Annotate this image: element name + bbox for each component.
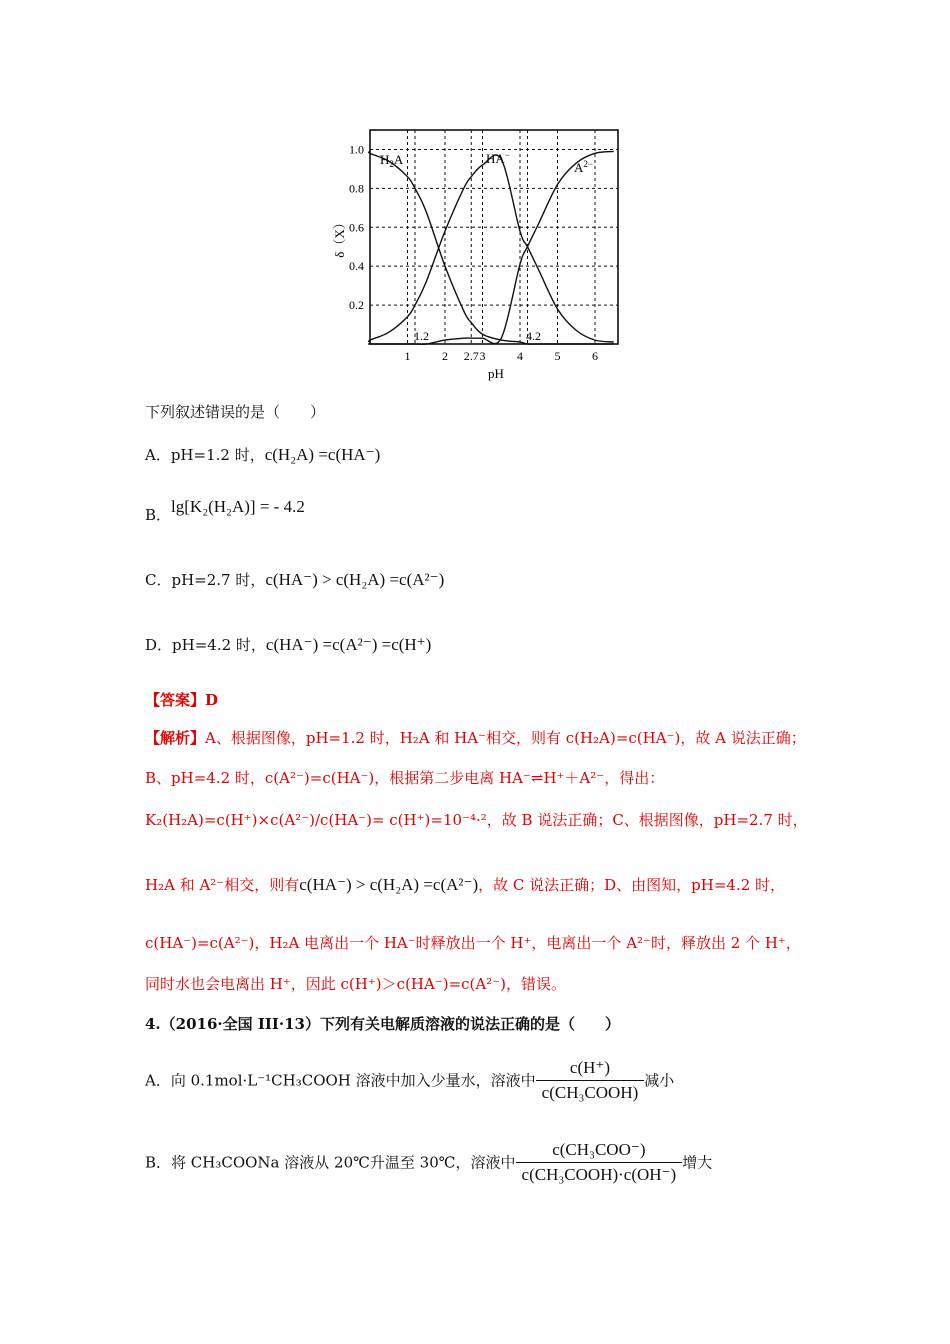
option-d <box>145 635 431 655</box>
q4-option-b-denominator: c(CH₃COOH)·c(OH⁻) <box>521 1165 677 1184</box>
analysis-formula-4: c(HA⁻) > c(H₂A) =c(A²⁻) <box>299 875 479 894</box>
curves <box>369 149 614 344</box>
analysis-text-4b: ，故 C 说法正确；D、由图知，pH=4.2 时， <box>478 876 786 894</box>
answer-value: D <box>205 691 219 709</box>
analysis-line-2: B、pH=4.2 时，c(A²⁻)=c(HA⁻)，根据第二步电离 HA⁻⇌H⁺＋A²⁻，得出： <box>145 769 665 787</box>
q4-option-a-prefix: A．向 0.1mol·L⁻¹CH₃COOH 溶液中加入少量水，溶液中 <box>145 1071 536 1090</box>
curve-a <box>369 151 614 344</box>
q4-option-a-denominator: c(CH₃COOH) <box>541 1083 639 1102</box>
x-tick-label: 4 <box>517 349 523 363</box>
option-d-formula: c(HA⁻) =c(A²⁻) =c(H⁺) <box>265 635 432 654</box>
analysis-line-1 <box>145 728 806 748</box>
q4-option-b-numerator: c(CH₃COO⁻) <box>516 1140 683 1163</box>
q4-option-a-fraction <box>536 1058 645 1103</box>
curve-label-a2: $A^{2-}$ <box>574 159 593 175</box>
analysis-line-5: c(HA⁻)=c(A²⁻)，H₂A 电离出一个 HA⁻时释放出一个 H⁺，电离出一个 A²⁻时，释放出 2 个 H⁺， <box>145 934 801 952</box>
answer-line <box>145 690 218 710</box>
y-ticks <box>349 142 364 312</box>
curve-ha <box>369 155 614 344</box>
q4-option-a-numerator: c(H⁺) <box>536 1058 645 1081</box>
y-axis-label: δ（X） <box>332 216 347 258</box>
option-a-formula: c(H₂A) =c(HA⁻) <box>264 445 381 464</box>
option-a-prefix: A．pH=1.2 时， <box>145 446 265 464</box>
x-ticks <box>405 349 599 363</box>
option-c <box>145 570 444 590</box>
y-tick-label: 0.2 <box>349 298 364 313</box>
question-4-title: 4.（2016·全国 III·13）下列有关电解质溶液的说法正确的是（ ） <box>145 1015 621 1033</box>
x-axis-label: pH <box>488 366 504 381</box>
x-tick-label: 2.7 <box>463 349 479 363</box>
mark-1-2: 1.2 <box>414 329 429 343</box>
option-b <box>145 497 305 525</box>
q4-option-b-suffix: 增大 <box>682 1153 713 1172</box>
x-tick-label: 1 <box>404 349 411 363</box>
analysis-label: 【解析】 <box>145 729 206 747</box>
option-c-prefix: C．pH=2.7 时， <box>145 571 266 589</box>
question-prompt: 下列叙述错误的是（ ） <box>145 403 326 421</box>
q4-option-b <box>145 1140 712 1185</box>
mark-4-2: 4.2 <box>526 329 541 343</box>
q4-option-b-prefix: B．将 CH₃COONa 溶液从 20℃升温至 30℃，溶液中 <box>145 1153 516 1172</box>
option-b-formula: lg[K₂(H₂A)] = - 4.2 <box>171 497 305 516</box>
option-a <box>145 445 380 465</box>
analysis-text-4a: H₂A 和 A²⁻相交，则有 <box>145 876 300 894</box>
analysis-line-3: K₂(H₂A)=c(H⁺)×c(A²⁻)/c(HA⁻)= c(H⁺)=10⁻⁴·²，故 B 说法正确；C、根据图像，pH=2.7 时， <box>145 811 808 829</box>
option-d-prefix: D．pH=4.2 时， <box>145 636 266 654</box>
curve-h2a <box>369 149 614 344</box>
option-b-prefix: B． <box>145 506 172 524</box>
q4-option-a <box>145 1058 674 1103</box>
y-tick-label: 0.4 <box>349 259 364 274</box>
answer-label: 【答案】 <box>145 691 206 709</box>
option-c-formula: c(HA⁻) > c(H₂A) =c(A²⁻) <box>265 570 445 589</box>
y-tick-label: 0.6 <box>349 220 364 235</box>
analysis-text-1: A、根据图像，pH=1.2 时，H₂A 和 HA⁻相交，则有 c(H₂A)=c(HA⁻)，故 A 说法正确； <box>205 729 806 747</box>
distribution-chart <box>330 122 630 384</box>
analysis-line-4 <box>145 875 785 895</box>
q4-option-b-fraction <box>516 1140 683 1185</box>
curve-label-ha: HA− <box>486 150 510 166</box>
x-tick-label: 5 <box>554 349 561 363</box>
x-tick-label: 2 <box>442 349 448 363</box>
y-tick-label: 0.8 <box>349 181 364 196</box>
y-tick-label: 1.0 <box>349 142 364 157</box>
q4-option-a-suffix: 减小 <box>644 1071 675 1090</box>
x-tick-label: 3 <box>479 349 486 363</box>
x-tick-label: 6 <box>592 349 598 363</box>
curve-label-h2a: $H_2A$ <box>380 152 404 169</box>
analysis-line-6: 同时水也会电离出 H⁺，因此 c(H⁺)＞c(HA⁻)=c(A²⁻)，错误。 <box>145 975 567 993</box>
